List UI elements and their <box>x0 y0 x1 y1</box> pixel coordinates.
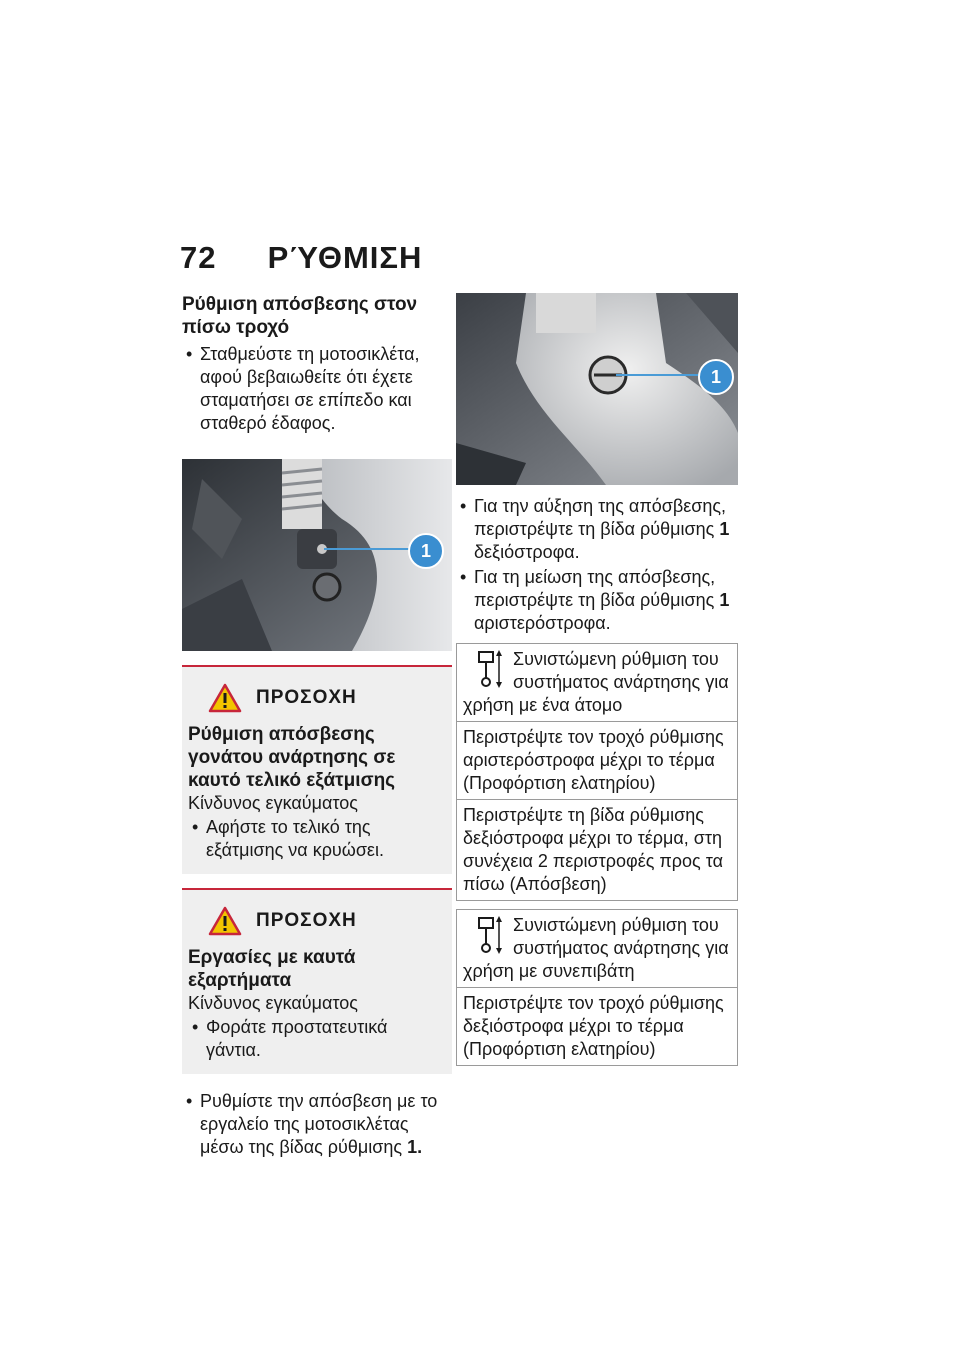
table-title: Συνιστώμενη ρύθμιση του συστήματος ανάρτησης για χρήση με ένα άτομο <box>463 649 729 715</box>
callout-1: 1 <box>698 359 734 395</box>
warning-triangle-icon <box>208 683 242 713</box>
section-heading: Ρύθμιση απόσβεσης στον πίσω τροχό <box>182 294 418 338</box>
page-number: 72 <box>180 240 217 275</box>
setting-table-solo <box>456 643 738 901</box>
bullet-decrease-direction: αριστερόστροφα. <box>474 613 611 633</box>
screw-ref: 1 <box>719 590 730 610</box>
bullet-adjust <box>182 1090 452 1159</box>
table-row: Περιστρέψτε τον τροχό ρύθμισης δεξιόστροφα μέχρι το τέρμα (Προφόρτιση ελατηρίου) <box>457 987 737 1065</box>
page-header <box>180 240 422 276</box>
table-title-row <box>457 910 737 987</box>
callout-1: 1 <box>408 533 444 569</box>
bullet-increase-text: Για την αύξηση της απόσβεσης, περιστρέψτε τη βίδα ρύθμισης <box>474 496 727 539</box>
bullet-adjust-text: Ρυθμίστε την απόσβεση με το εργαλείο της μοτοσικλέτας μέσω της βίδας ρύθμισης <box>200 1091 438 1157</box>
shock-absorber-photo <box>182 459 452 651</box>
warning-instruction: • Αφήστε το τελικό της εξάτμισης να κρυώσει. <box>188 816 446 862</box>
left-column <box>182 293 452 1161</box>
right-column <box>456 293 738 1066</box>
callout-line <box>324 548 410 550</box>
table-row: Περιστρέψτε τη βίδα ρύθμισης δεξιόστροφα μέχρι το τέρμα, στη συνέχεια 2 περιστροφές προς τα πίσω (Απόσβεση) <box>457 799 737 900</box>
warning-hazard: Κίνδυνος εγκαύματος <box>188 993 358 1013</box>
screw-photo-illustration <box>456 293 738 485</box>
warning-title: ΠΡΟΣΟΧΗ <box>256 687 357 708</box>
suspension-setting-icon <box>463 648 507 692</box>
warning-instruction: • Φοράτε προστατευτικά γάντια. <box>188 1016 446 1062</box>
setting-table-passenger <box>456 909 738 1066</box>
warning-title: ΠΡΟΣΟΧΗ <box>256 910 357 931</box>
table-title-row <box>457 644 737 721</box>
suspension-setting-icon <box>463 914 507 958</box>
bullet-decrease-text: Για τη μείωση της απόσβεσης, περιστρέψτε τη βίδα ρύθμισης <box>474 567 716 610</box>
table-title: Συνιστώμενη ρύθμιση του συστήματος ανάρτησης για χρήση με συνεπιβάτη <box>463 915 729 981</box>
bullet-park: • Σταθμεύστε τη μοτοσικλέτα, αφού βεβαιωθείτε ότι έχετε σταματήσει σε επίπεδο και σταθερό έδαφος. <box>182 343 452 435</box>
screw-ref: 1 <box>719 519 730 539</box>
adjustment-screw-photo <box>456 293 738 485</box>
warning-hazard: Κίνδυνος εγκαύματος <box>188 793 358 813</box>
warning-box-hot-exhaust <box>182 665 452 874</box>
callout-line <box>616 374 700 376</box>
warning-triangle-icon <box>208 906 242 936</box>
bullet-increase <box>456 495 738 564</box>
screw-ref: 1. <box>407 1137 423 1157</box>
warning-heading: Εργασίες με καυτά εξαρτήματα <box>188 947 356 991</box>
bullet-increase-direction: δεξιόστροφα. <box>474 542 580 562</box>
warning-box-hot-parts <box>182 888 452 1074</box>
warning-heading: Ρύθμιση απόσβεσης γονάτου ανάρτησης σε καυτό τελικό εξάτμισης <box>188 724 396 791</box>
bullet-decrease <box>456 566 738 635</box>
section-title: ΡΎΘΜΙΣΗ <box>267 240 423 275</box>
table-row: Περιστρέψτε τον τροχό ρύθμισης αριστερόστροφα μέχρι το τέρμα (Προφόρτιση ελατηρίου) <box>457 721 737 799</box>
